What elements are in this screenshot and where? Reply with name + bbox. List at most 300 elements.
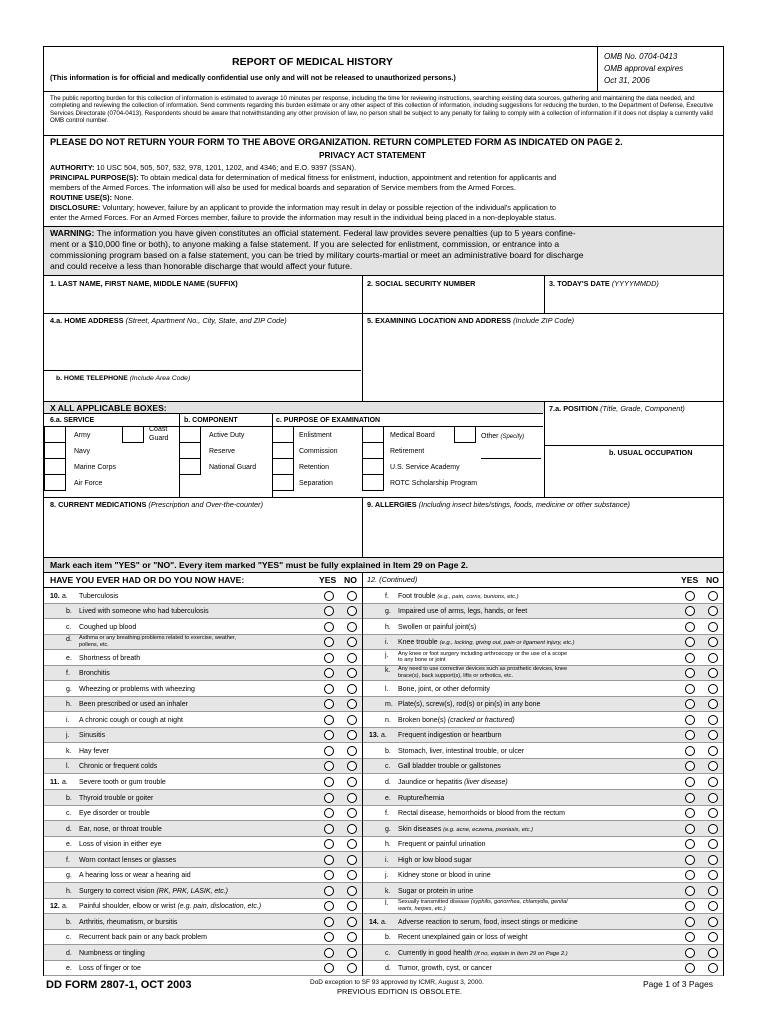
right-question-row: [363, 852, 723, 868]
left-question-row: [44, 681, 362, 697]
medical-history-form: [43, 46, 724, 976]
left-question-row: [44, 837, 362, 853]
reserve-checkbox[interactable]: [179, 442, 201, 459]
no-radio[interactable]: [708, 870, 718, 880]
right-question-row: [363, 743, 723, 759]
question-text: Loss of finger or toe: [79, 965, 141, 973]
question-text: Rupture/hernia: [398, 794, 445, 802]
right-question-row: [363, 712, 723, 728]
yes-radio[interactable]: [324, 761, 334, 771]
position-field[interactable]: [546, 415, 721, 445]
page-number: Page 1 of 3 Pages: [643, 979, 713, 989]
academy-label: U.S. Service Academy: [390, 464, 460, 471]
question-text: Wheezing or problems with wheezing: [79, 685, 195, 693]
yes-radio[interactable]: [685, 901, 695, 911]
rotc-checkbox[interactable]: [362, 474, 384, 491]
name-field[interactable]: [46, 291, 360, 311]
question-letter: e.: [385, 794, 391, 802]
question-letter: d.: [385, 965, 391, 973]
question-text: Plate(s), screw(s), rod(s) or pin(s) in any bone: [398, 701, 541, 709]
form-subtitle: (This information is for official and medically confidential use only and will not be released to unauthorized persons.): [50, 73, 456, 82]
no-radio[interactable]: [708, 730, 718, 740]
question-text: Any need to use corrective devices such as prosthetic devices, knee: [398, 666, 568, 673]
question-number: 14.: [369, 918, 379, 926]
air-force-label: Air Force: [74, 480, 103, 487]
yes-radio[interactable]: [324, 932, 334, 942]
right-question-row: [363, 588, 723, 604]
right-question-row: [363, 868, 723, 884]
ssn-field[interactable]: [364, 291, 542, 311]
no-radio[interactable]: [347, 932, 357, 942]
question-text: Surgery to correct vision (RK, PRK, LASIK, etc.): [79, 887, 229, 895]
yes-radio[interactable]: [324, 668, 334, 678]
question-text: Painful shoulder, elbow or wrist (e.g. pain, dislocation, etc.): [79, 903, 262, 911]
question-text: Broken bone(s) (cracked or fractured): [398, 716, 515, 724]
question-text: Bronchitis: [79, 670, 110, 678]
question-letter: i.: [385, 856, 389, 864]
phone-field[interactable]: [46, 385, 360, 399]
yes-radio[interactable]: [324, 746, 334, 756]
question-text: Sugar or protein in urine: [398, 887, 474, 895]
yes-radio[interactable]: [685, 668, 695, 678]
no-radio[interactable]: [347, 606, 357, 616]
question-letter: j.: [66, 732, 70, 740]
rotc-label: ROTC Scholarship Program: [390, 480, 478, 487]
right-question-row: [363, 883, 723, 899]
yes-radio[interactable]: [685, 808, 695, 818]
x-all-label: X ALL APPLICABLE BOXES:: [50, 403, 167, 413]
commission-checkbox[interactable]: [272, 442, 294, 459]
question-text: Arthritis, rheumatism, or bursitis: [79, 918, 178, 926]
no-radio[interactable]: [347, 622, 357, 632]
question-letter: g.: [66, 872, 72, 880]
question-text-cont: warts, herpes, etc.): [398, 906, 446, 913]
separation-label: Separation: [299, 480, 333, 487]
yes-radio[interactable]: [324, 699, 334, 709]
question-text: Swollen or painful joint(s): [398, 623, 477, 631]
right-question-row: [363, 914, 723, 930]
yes-radio[interactable]: [685, 855, 695, 865]
name-label: 1. LAST NAME, FIRST NAME, MIDDLE NAME (SUFFIX): [50, 279, 238, 288]
yes-radio[interactable]: [324, 870, 334, 880]
no-radio[interactable]: [347, 839, 357, 849]
no-radio[interactable]: [347, 886, 357, 896]
yes-radio[interactable]: [324, 653, 334, 663]
no-radio[interactable]: [347, 684, 357, 694]
right-question-row: [363, 930, 723, 946]
medications-label: 8. CURRENT MEDICATIONS (Prescription and Over-the-counter): [50, 500, 264, 509]
no-radio[interactable]: [708, 684, 718, 694]
no-radio[interactable]: [708, 591, 718, 601]
exam-location-label: 5. EXAMINING LOCATION AND ADDRESS (Include ZIP Code): [367, 316, 575, 325]
question-text-cont: to any bone or joint: [398, 657, 446, 664]
no-radio[interactable]: [347, 824, 357, 834]
medical-board-checkbox[interactable]: [362, 426, 384, 443]
no-radio[interactable]: [708, 839, 718, 849]
yes-radio[interactable]: [324, 839, 334, 849]
right-question-row: [363, 619, 723, 635]
yes-radio[interactable]: [685, 932, 695, 942]
warning-line-3: commissioning program based on a false statement, you can be tried by military courts-martial or meet an administrative board for discharge: [50, 250, 584, 260]
no-radio[interactable]: [347, 761, 357, 771]
question-letter: i.: [66, 716, 70, 724]
question-text: Any knee or foot surgery including arthroscopy or the use of a scope: [398, 650, 568, 657]
enlistment-label: Enlistment: [299, 432, 332, 439]
yes-radio[interactable]: [685, 746, 695, 756]
left-question-row: [44, 759, 362, 775]
question-text: Loss of vision in either eye: [79, 841, 162, 849]
left-question-row: [44, 697, 362, 713]
question-text: Chronic or frequent colds: [79, 763, 158, 771]
yes-radio[interactable]: [685, 653, 695, 663]
yes-radio[interactable]: [324, 777, 334, 787]
no-radio[interactable]: [708, 715, 718, 725]
warning-line-2: ment or a $10,000 fine or both), to anyone making a false statement. If you are selected for enlistment, commission, or entrance into a: [50, 239, 560, 249]
date-field[interactable]: [546, 291, 721, 311]
question-letter: b.: [385, 747, 391, 755]
right-no-header: NO: [706, 575, 719, 585]
no-radio[interactable]: [347, 746, 357, 756]
other-specify-line[interactable]: [481, 458, 541, 459]
right-yes-header: YES: [681, 575, 699, 585]
left-question-row: [44, 774, 362, 790]
left-question-row: [44, 899, 362, 915]
yes-radio[interactable]: [324, 948, 334, 958]
component-label: b. COMPONENT: [184, 417, 238, 424]
left-question-row: [44, 619, 362, 635]
left-question-row: [44, 604, 362, 620]
question-letter: a.: [381, 732, 387, 740]
question-letter: i.: [385, 639, 389, 647]
question-text: Coughed up blood: [79, 623, 137, 631]
yes-radio[interactable]: [685, 963, 695, 973]
yes-radio[interactable]: [324, 591, 334, 601]
medical-board-label: Medical Board: [390, 432, 435, 439]
no-radio[interactable]: [708, 606, 718, 616]
yes-radio[interactable]: [324, 715, 334, 725]
left-question-row: [44, 790, 362, 806]
army-label: Army: [74, 432, 91, 439]
yes-radio[interactable]: [324, 622, 334, 632]
yes-radio[interactable]: [685, 730, 695, 740]
question-text: Numbness or tingling: [79, 949, 145, 957]
address-label: 4.a. HOME ADDRESS (Street, Apartment No., City, State, and ZIP Code): [50, 316, 287, 325]
no-radio[interactable]: [708, 699, 718, 709]
no-radio[interactable]: [347, 948, 357, 958]
yes-radio[interactable]: [324, 637, 334, 647]
marine-checkbox[interactable]: [44, 458, 66, 475]
position-label: 7.a. POSITION (Title, Grade, Component): [549, 404, 685, 413]
air-force-checkbox[interactable]: [44, 474, 66, 491]
no-radio[interactable]: [347, 668, 357, 678]
question-text: Worn contact lenses or glasses: [79, 856, 177, 864]
question-text: Rectal disease, hemorrhoids or blood from the rectum: [398, 810, 565, 818]
burden-statement: The public reporting burden for this collection of information is estimated to average 10 minutes per response, including the time for reviewing instructions, searching existing data sources, gathering and maintaining the data needed, and completing and reviewing the collection of information. Send comments regarding this burden estimate or any other aspect of this collection of information, including suggestions for reducing the burden, to the Department of Defense, Executive Services Directorate (0704-0413). Respondents should be aware that notwithstanding any other provision of law, no person shall be subject to any penalty for failing to comply with a collection of information if it does not display a currently valid OMB control number.: [50, 95, 714, 125]
other-label: Other (Specify): [481, 433, 525, 440]
omb-date: Oct 31, 2006: [604, 76, 650, 85]
question-letter: e.: [66, 965, 72, 973]
right-question-row: [363, 728, 723, 744]
no-radio[interactable]: [347, 808, 357, 818]
navy-label: Navy: [74, 448, 90, 455]
right-question-row: [363, 806, 723, 822]
address-field[interactable]: [46, 328, 360, 368]
question-letter: a.: [62, 903, 68, 911]
separation-checkbox[interactable]: [272, 474, 294, 491]
no-radio[interactable]: [708, 622, 718, 632]
right-question-row: [363, 837, 723, 853]
yes-radio[interactable]: [685, 637, 695, 647]
question-text: Asthma or any breathing problems related to exercise, weather,: [79, 635, 237, 642]
question-text: Tuberculosis: [79, 592, 119, 600]
no-radio[interactable]: [708, 917, 718, 927]
no-radio[interactable]: [347, 637, 357, 647]
yes-radio[interactable]: [685, 699, 695, 709]
occupation-field[interactable]: [546, 459, 721, 495]
question-letter: f.: [66, 670, 70, 678]
coast-label-2: Guard: [149, 435, 169, 442]
no-radio[interactable]: [708, 886, 718, 896]
enlistment-checkbox[interactable]: [272, 426, 294, 443]
reserve-label: Reserve: [209, 448, 236, 455]
question-text: Currently in good health (If no, explain in Item 29 on Page 2.): [398, 949, 568, 957]
national-guard-checkbox[interactable]: [179, 458, 201, 475]
question-letter: d.: [385, 778, 391, 786]
no-radio[interactable]: [347, 793, 357, 803]
yes-radio[interactable]: [324, 963, 334, 973]
no-radio[interactable]: [347, 591, 357, 601]
question-text: Lived with someone who had tuberculosis: [79, 608, 209, 616]
no-radio[interactable]: [347, 870, 357, 880]
question-text: Jaundice or hepatitis (liver disease): [398, 778, 508, 786]
right-question-row: [363, 604, 723, 620]
retirement-checkbox[interactable]: [362, 442, 384, 459]
question-text: Frequent indigestion or heartburn: [398, 732, 502, 740]
question-letter: h.: [385, 841, 391, 849]
no-radio[interactable]: [708, 855, 718, 865]
no-radio[interactable]: [708, 668, 718, 678]
question-text: Recent unexplained gain or loss of weight: [398, 934, 528, 942]
yes-radio[interactable]: [685, 684, 695, 694]
question-text: Adverse reaction to serum, food, insect stings or medicine: [398, 918, 578, 926]
yes-radio[interactable]: [685, 839, 695, 849]
exam-location-field[interactable]: [364, 328, 721, 398]
coast-guard-checkbox[interactable]: [122, 426, 144, 443]
question-letter: m.: [385, 701, 393, 709]
yes-radio[interactable]: [324, 606, 334, 616]
other-checkbox[interactable]: [454, 426, 476, 443]
no-radio[interactable]: [708, 824, 718, 834]
purpose-label: c. PURPOSE OF EXAMINATION: [276, 417, 381, 424]
retention-checkbox[interactable]: [272, 458, 294, 475]
question-letter: b.: [385, 934, 391, 942]
yes-radio[interactable]: [324, 730, 334, 740]
omb-number: OMB No. 0704-0413: [604, 52, 678, 61]
question-text: Stomach, liver, intestinal trouble, or ulcer: [398, 747, 525, 755]
no-radio[interactable]: [347, 917, 357, 927]
question-letter: a.: [62, 778, 68, 786]
question-letter: h.: [385, 623, 391, 631]
no-radio[interactable]: [347, 715, 357, 725]
phone-label: b. HOME TELEPHONE (Include Area Code): [56, 375, 191, 382]
right-question-row: [363, 961, 723, 977]
yes-radio[interactable]: [324, 824, 334, 834]
no-radio[interactable]: [708, 932, 718, 942]
yes-radio[interactable]: [324, 886, 334, 896]
question-letter: j.: [385, 651, 389, 659]
right-question-row: [363, 759, 723, 775]
service-label: 6.a. SERVICE: [50, 417, 95, 424]
marine-label: Marine Corps: [74, 464, 117, 471]
no-radio[interactable]: [347, 730, 357, 740]
question-text: A chronic cough or cough at night: [79, 716, 183, 724]
question-letter: a.: [62, 592, 68, 600]
yes-radio[interactable]: [324, 855, 334, 865]
no-radio[interactable]: [708, 793, 718, 803]
medications-field[interactable]: [46, 511, 360, 555]
no-radio[interactable]: [708, 761, 718, 771]
allergies-label: 9. ALLERGIES (Including insect bites/stings, foods, medicine or other substance): [367, 500, 630, 509]
question-letter: k.: [66, 747, 72, 755]
no-radio[interactable]: [347, 963, 357, 973]
occupation-label: b. USUAL OCCUPATION: [609, 448, 693, 457]
right-question-row: [363, 774, 723, 790]
question-text: Tumor, growth, cyst, or cancer: [398, 965, 492, 973]
no-radio[interactable]: [347, 699, 357, 709]
no-radio[interactable]: [708, 777, 718, 787]
question-letter: c.: [385, 763, 391, 771]
question-text: Impaired use of arms, legs, hands, or feet: [398, 608, 528, 616]
yes-radio[interactable]: [324, 917, 334, 927]
question-text: Foot trouble (e.g., pain, corns, bunions, etc.): [398, 592, 519, 600]
national-guard-label: National Guard: [209, 464, 257, 471]
question-letter: l.: [385, 685, 389, 693]
right-question-row: [363, 666, 723, 682]
no-radio[interactable]: [708, 746, 718, 756]
right-question-row: [363, 790, 723, 806]
question-text: Eye disorder or trouble: [79, 810, 150, 818]
no-radio[interactable]: [708, 948, 718, 958]
yes-radio[interactable]: [324, 808, 334, 818]
no-radio[interactable]: [708, 808, 718, 818]
yes-radio[interactable]: [685, 870, 695, 880]
navy-checkbox[interactable]: [44, 442, 66, 459]
question-text: Knee trouble (e.g., locking, giving out, pain or ligament injury, etc.): [398, 639, 575, 647]
question-text: Recurrent back pain or any back problem: [79, 934, 208, 942]
yes-radio[interactable]: [685, 824, 695, 834]
yes-radio[interactable]: [685, 777, 695, 787]
left-question-row: [44, 666, 362, 682]
question-letter: g.: [385, 608, 391, 616]
question-number: 10.: [50, 592, 60, 600]
question-text: Sexually transmitted disease (syphilis, gonorrhea, chlamydia, genital: [398, 899, 568, 906]
yes-radio[interactable]: [685, 917, 695, 927]
no-radio[interactable]: [347, 777, 357, 787]
coast-label-1: Coast: [149, 426, 168, 433]
question-letter: c.: [66, 623, 72, 631]
retirement-label: Retirement: [390, 448, 425, 455]
yes-radio[interactable]: [685, 606, 695, 616]
yes-radio[interactable]: [685, 761, 695, 771]
active-duty-checkbox[interactable]: [179, 426, 201, 443]
question-letter: a.: [381, 918, 387, 926]
question-letter: k.: [385, 667, 391, 675]
no-radio[interactable]: [347, 901, 357, 911]
left-question-row: [44, 914, 362, 930]
question-letter: j.: [385, 872, 389, 880]
no-radio[interactable]: [708, 637, 718, 647]
right-header: 12. (Continued): [367, 575, 418, 584]
no-radio[interactable]: [708, 963, 718, 973]
question-letter: l.: [66, 763, 70, 771]
yes-radio[interactable]: [324, 793, 334, 803]
question-letter: f.: [385, 810, 389, 818]
yes-radio[interactable]: [685, 793, 695, 803]
yes-radio[interactable]: [685, 622, 695, 632]
yes-radio[interactable]: [685, 715, 695, 725]
question-letter: c.: [66, 810, 72, 818]
warning-line-1: WARNING: The information you have given constitutes an official statement. Federal law provides severe penalties (up to 5 years confine-: [50, 228, 576, 238]
army-checkbox[interactable]: [44, 426, 66, 443]
question-text: Kidney stone or blood in urine: [398, 872, 491, 880]
question-letter: g.: [66, 685, 72, 693]
allergies-field[interactable]: [364, 511, 721, 555]
question-text-cont: brace(s), back support(s), lifts or orthotics, etc.: [398, 672, 514, 679]
form-number: DD FORM 2807-1, OCT 2003: [46, 979, 192, 991]
left-question-row: [44, 728, 362, 744]
no-radio[interactable]: [347, 653, 357, 663]
left-question-row: [44, 806, 362, 822]
academy-checkbox[interactable]: [362, 458, 384, 475]
yes-radio[interactable]: [324, 901, 334, 911]
right-question-row: [363, 681, 723, 697]
no-radio[interactable]: [708, 901, 718, 911]
exception-note: DoD exception to SF 93 approved by ICMR, August 3, 2000.: [310, 979, 484, 986]
yes-radio[interactable]: [685, 948, 695, 958]
left-question-row: [44, 821, 362, 837]
disclosure-line: DISCLOSURE: Voluntary; however, failure by an applicant to provide the information may result in delay or possible rejection of the individual's application to: [50, 203, 556, 212]
no-radio[interactable]: [347, 855, 357, 865]
question-letter: b.: [66, 918, 72, 926]
question-number: 11.: [50, 778, 60, 786]
question-letter: c.: [385, 949, 391, 957]
yes-radio[interactable]: [324, 684, 334, 694]
yes-radio[interactable]: [685, 591, 695, 601]
question-text: Skin diseases (e.g. acne, eczema, psoriasis, etc.): [398, 825, 534, 833]
question-letter: d.: [66, 949, 72, 957]
question-number: 12.: [50, 903, 60, 911]
purpose-line-2: members of the Armed Forces. The information will also be used for medical boards and separation of Service members from the Armed Forces.: [50, 183, 516, 192]
left-question-row: [44, 961, 362, 977]
question-text: Frequent or painful urination: [398, 841, 486, 849]
question-text: Shortness of breath: [79, 654, 141, 662]
question-letter: d.: [66, 636, 72, 644]
left-no-header: NO: [344, 575, 357, 585]
form-title: REPORT OF MEDICAL HISTORY: [232, 56, 393, 68]
question-letter: g.: [385, 825, 391, 833]
left-header: HAVE YOU EVER HAD OR DO YOU NOW HAVE:: [50, 575, 245, 585]
authority-line: AUTHORITY: 10 USC 504, 505, 507, 532, 978, 1201, 1202, and 4346; and E.O. 9397 (SSAN).: [50, 163, 357, 172]
question-letter: h.: [66, 887, 72, 895]
question-text: Bone, joint, or other deformity: [398, 685, 490, 693]
no-radio[interactable]: [708, 653, 718, 663]
ssn-label: 2. SOCIAL SECURITY NUMBER: [367, 279, 476, 288]
left-question-row: [44, 650, 362, 666]
right-question-row: [363, 899, 723, 915]
yes-radio[interactable]: [685, 886, 695, 896]
left-question-row: [44, 635, 362, 651]
question-text: Gall bladder trouble or gallstones: [398, 763, 501, 771]
